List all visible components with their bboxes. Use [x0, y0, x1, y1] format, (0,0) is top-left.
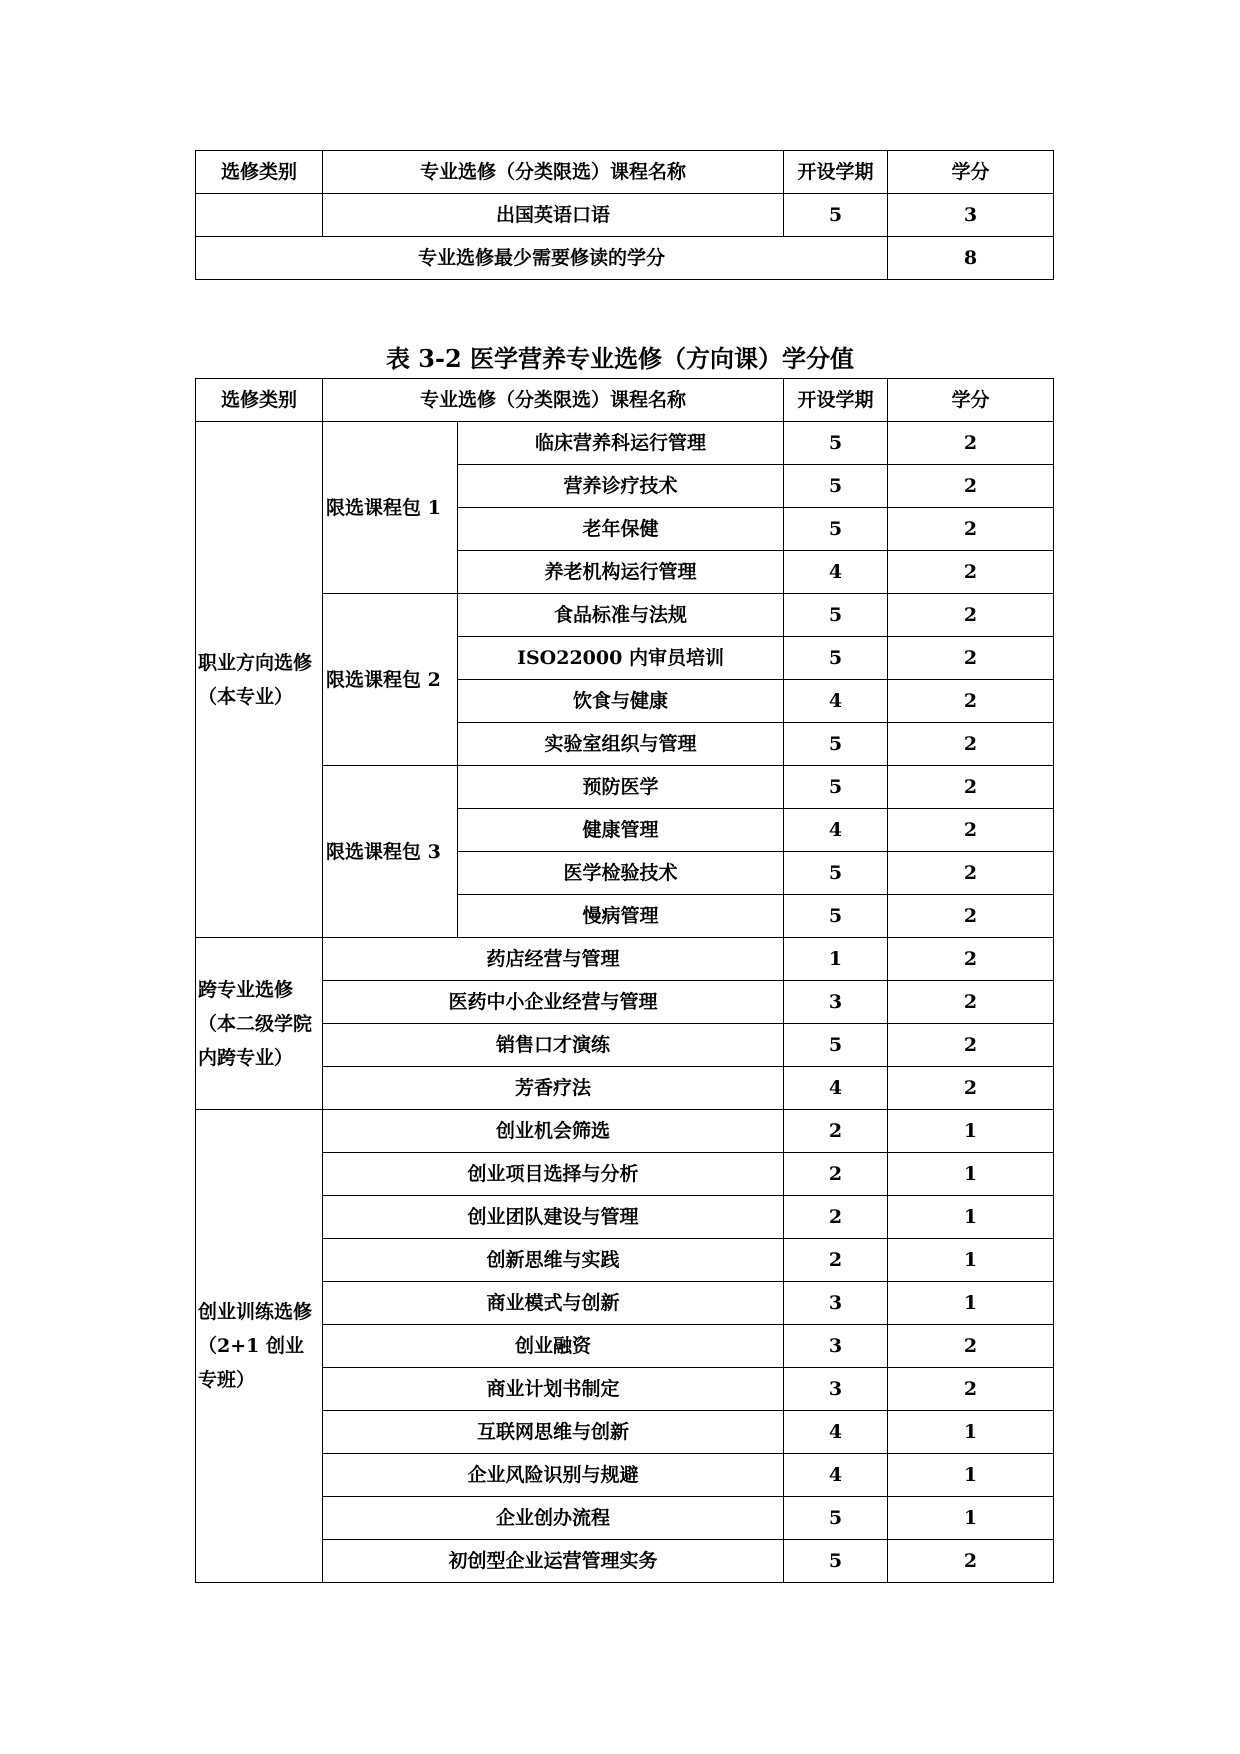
- course-name: 初创型企业运营管理实务: [323, 1540, 784, 1583]
- semester-cell: 5: [784, 637, 888, 680]
- credit-cell: 1: [888, 1110, 1054, 1153]
- course-name: 企业创办流程: [323, 1497, 784, 1540]
- semester-cell: 3: [784, 1368, 888, 1411]
- min-credit-row: [196, 237, 1054, 280]
- table-row: [196, 1196, 1054, 1239]
- credit-cell: 2: [888, 809, 1054, 852]
- table-title: 表 3-2 医学营养专业选修（方向课）学分值: [385, 344, 855, 373]
- table-row: [196, 1024, 1054, 1067]
- course-name: 养老机构运行管理: [458, 551, 784, 594]
- table-row: [196, 1067, 1054, 1110]
- semester-cell: 5: [784, 1024, 888, 1067]
- table-row: [196, 938, 1054, 981]
- table-row: [196, 1497, 1054, 1540]
- table-row: [196, 981, 1054, 1024]
- semester-cell: 3: [784, 1282, 888, 1325]
- course-name: 慢病管理: [458, 895, 784, 938]
- credit-cell: 1: [888, 1497, 1054, 1540]
- course-name: 老年保健: [458, 508, 784, 551]
- credit-cell: 1: [888, 1454, 1054, 1497]
- semester-cell: 4: [784, 1454, 888, 1497]
- credit-cell: 2: [888, 895, 1054, 938]
- semester-cell: 4: [784, 809, 888, 852]
- course-name: 互联网思维与创新: [323, 1411, 784, 1454]
- course-name: 实验室组织与管理: [458, 723, 784, 766]
- semester-cell: 5: [784, 508, 888, 551]
- credit-cell: 2: [888, 1325, 1054, 1368]
- credit-cell: 2: [888, 938, 1054, 981]
- semester-cell: 2: [784, 1196, 888, 1239]
- course-name: 创新思维与实践: [323, 1239, 784, 1282]
- package-label: 限选课程包 2: [323, 594, 458, 766]
- header-credit: 学分: [888, 379, 1054, 422]
- credit-cell: 2: [888, 508, 1054, 551]
- course-name: 创业机会筛选: [323, 1110, 784, 1153]
- credit-cell: 2: [888, 766, 1054, 809]
- credit-cell: 1: [888, 1196, 1054, 1239]
- credit-cell: 2: [888, 465, 1054, 508]
- credit-cell: 2: [888, 551, 1054, 594]
- semester-cell: 5: [784, 422, 888, 465]
- credit-cell: 1: [888, 1153, 1054, 1196]
- course-name: 预防医学: [458, 766, 784, 809]
- header-row: [196, 379, 1054, 422]
- course-name: 商业模式与创新: [323, 1282, 784, 1325]
- semester-cell: 5: [784, 1497, 888, 1540]
- table-row: [196, 1325, 1054, 1368]
- semester-cell: 5: [784, 723, 888, 766]
- course-name: 商业计划书制定: [323, 1368, 784, 1411]
- table-row: [196, 1153, 1054, 1196]
- table-row: [196, 1368, 1054, 1411]
- credit-cell: 1: [888, 1282, 1054, 1325]
- semester-cell: 4: [784, 1411, 888, 1454]
- semester-cell: 4: [784, 680, 888, 723]
- course-name: 临床营养科运行管理: [458, 422, 784, 465]
- elective-table-continued: [195, 150, 1054, 280]
- semester-cell: 2: [784, 1239, 888, 1282]
- credit-cell: 2: [888, 852, 1054, 895]
- course-name: 药店经营与管理: [323, 938, 784, 981]
- credit-cell: 2: [888, 981, 1054, 1024]
- course-name: ISO22000 内审员培训: [458, 637, 784, 680]
- header-category: 选修类别: [196, 379, 323, 422]
- course-name: 创业融资: [323, 1325, 784, 1368]
- semester-cell: 5: [784, 194, 888, 237]
- course-name: 企业风险识别与规避: [323, 1454, 784, 1497]
- table-row: [196, 1282, 1054, 1325]
- semester-cell: 1: [784, 938, 888, 981]
- empty-category-cell: [196, 194, 323, 237]
- semester-cell: 3: [784, 1325, 888, 1368]
- credit-cell: 2: [888, 1067, 1054, 1110]
- category-cell: 跨专业选修（本二级学院内跨专业）: [196, 938, 323, 1110]
- credit-cell: 2: [888, 680, 1054, 723]
- credit-cell: 2: [888, 1368, 1054, 1411]
- table-row: [196, 194, 1054, 237]
- table-row: [196, 422, 1054, 465]
- min-credit-label: 专业选修最少需要修读的学分: [196, 237, 888, 280]
- credit-cell: 2: [888, 1540, 1054, 1583]
- course-name: 医学检验技术: [458, 852, 784, 895]
- course-name: 销售口才演练: [323, 1024, 784, 1067]
- credit-cell: 2: [888, 422, 1054, 465]
- credit-cell: 2: [888, 637, 1054, 680]
- semester-cell: 4: [784, 1067, 888, 1110]
- credit-cell: 2: [888, 594, 1054, 637]
- table-row: [196, 1239, 1054, 1282]
- table-row: [196, 1411, 1054, 1454]
- package-label: 限选课程包 1: [323, 422, 458, 594]
- credit-cell: 2: [888, 723, 1054, 766]
- course-name: 创业团队建设与管理: [323, 1196, 784, 1239]
- table-row: [196, 766, 1054, 809]
- table-row: [196, 1454, 1054, 1497]
- semester-cell: 4: [784, 551, 888, 594]
- course-name: 健康管理: [458, 809, 784, 852]
- semester-cell: 2: [784, 1110, 888, 1153]
- min-credit-value: 8: [888, 237, 1054, 280]
- header-course-name: 专业选修（分类限选）课程名称: [323, 379, 784, 422]
- semester-cell: 3: [784, 981, 888, 1024]
- header-course-name: 专业选修（分类限选）课程名称: [323, 151, 784, 194]
- category-cell: 创业训练选修（2+1 创业专班）: [196, 1110, 323, 1583]
- header-semester: 开设学期: [784, 379, 888, 422]
- table-row: [196, 594, 1054, 637]
- course-name: 饮食与健康: [458, 680, 784, 723]
- course-name: 芳香疗法: [323, 1067, 784, 1110]
- credit-cell: 3: [888, 194, 1054, 237]
- course-name: 医药中小企业经营与管理: [323, 981, 784, 1024]
- semester-cell: 5: [784, 465, 888, 508]
- semester-cell: 5: [784, 852, 888, 895]
- category-cell: 职业方向选修（本专业）: [196, 422, 323, 938]
- credit-cell: 2: [888, 1024, 1054, 1067]
- credit-cell: 1: [888, 1411, 1054, 1454]
- table-row: [196, 1110, 1054, 1153]
- header-row: [196, 151, 1054, 194]
- semester-cell: 5: [784, 594, 888, 637]
- course-name: 创业项目选择与分析: [323, 1153, 784, 1196]
- semester-cell: 2: [784, 1153, 888, 1196]
- credit-cell: 1: [888, 1239, 1054, 1282]
- header-credit: 学分: [888, 151, 1054, 194]
- course-name: 营养诊疗技术: [458, 465, 784, 508]
- semester-cell: 5: [784, 766, 888, 809]
- header-category: 选修类别: [196, 151, 323, 194]
- semester-cell: 5: [784, 895, 888, 938]
- course-name: 食品标准与法规: [458, 594, 784, 637]
- header-semester: 开设学期: [784, 151, 888, 194]
- package-label: 限选课程包 3: [323, 766, 458, 938]
- semester-cell: 5: [784, 1540, 888, 1583]
- elective-table-3-2: [195, 378, 1054, 1583]
- course-name: 出国英语口语: [323, 194, 784, 237]
- table-row: [196, 1540, 1054, 1583]
